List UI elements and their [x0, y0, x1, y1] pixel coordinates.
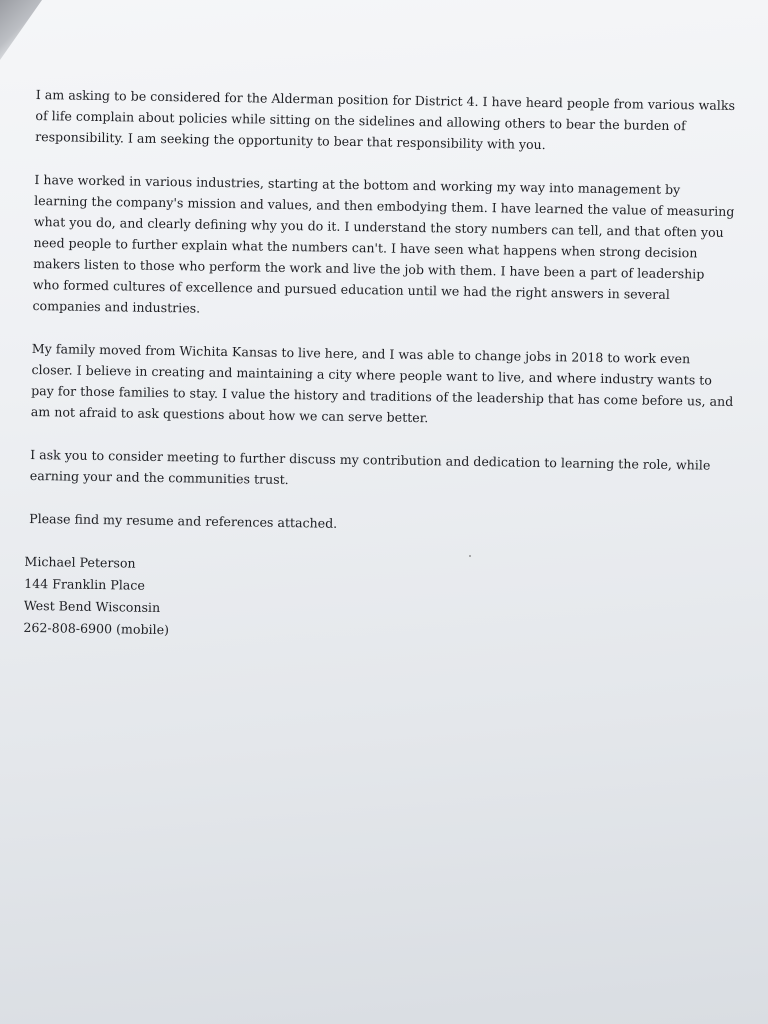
- text-line: learning the company's mission and values, and then embodying them. I have learned the value of measuring: [34, 192, 735, 219]
- signature-block: [23, 551, 738, 650]
- text-line: makers listen to those who perform the work and live the job with them. I have been a part of leadership: [33, 255, 705, 282]
- letter-body: [23, 84, 746, 650]
- signer-city: West Bend Wisconsin: [23, 597, 161, 616]
- signer-street: 144 Franklin Place: [24, 575, 146, 593]
- paragraph-intro: [35, 84, 746, 158]
- folded-corner-shadow: [0, 0, 42, 60]
- text-line: of life complain about policies while sitting on the sidelines and allowing others to bear the burden of: [35, 107, 686, 134]
- text-line: Please find my resume and references attached.: [29, 510, 338, 531]
- paragraph-request: [30, 444, 741, 497]
- paragraph-attachments: [29, 508, 739, 540]
- text-line: am not afraid to ask questions about how we can serve better.: [30, 403, 429, 426]
- text-line: I ask you to consider meeting to further discuss my contribution and dedication to learning the role, while: [30, 446, 711, 473]
- text-line: who formed cultures of excellence and pursued education until we had the right answers in several: [32, 276, 670, 302]
- text-line: pay for those families to stay. I value the history and traditions of the leadership that has come before us, and: [31, 382, 734, 409]
- text-line: I am asking to be considered for the Alderman position for District 4. I have heard people from various walks: [35, 86, 736, 113]
- text-line: closer. I believe in creating and maintaining a city where people want to live, and where industry wants to: [31, 361, 712, 388]
- text-line: companies and industries.: [32, 297, 201, 316]
- paper-speck: [469, 555, 471, 557]
- text-line: I have worked in various industries, starting at the bottom and working my way into management by: [34, 171, 681, 198]
- text-line: earning your and the communities trust.: [29, 467, 289, 488]
- text-line: what you do, and clearly defining why you do it. I understand the story numbers can tell, and that often you: [33, 213, 724, 240]
- paragraph-family: [31, 338, 742, 433]
- signer-name: Michael Peterson: [24, 553, 136, 571]
- text-line: My family moved from Wichita Kansas to live here, and I was able to change jobs in 2018 to work even: [31, 340, 691, 367]
- text-line: responsibility. I am seeking the opportunity to bear that responsibility with you.: [35, 128, 546, 153]
- paragraph-experience: [32, 169, 744, 327]
- text-line: need people to further explain what the numbers can't. I have seen what happens when strong decision: [33, 234, 698, 261]
- signer-phone: 262-808-6900 (mobile): [23, 619, 170, 638]
